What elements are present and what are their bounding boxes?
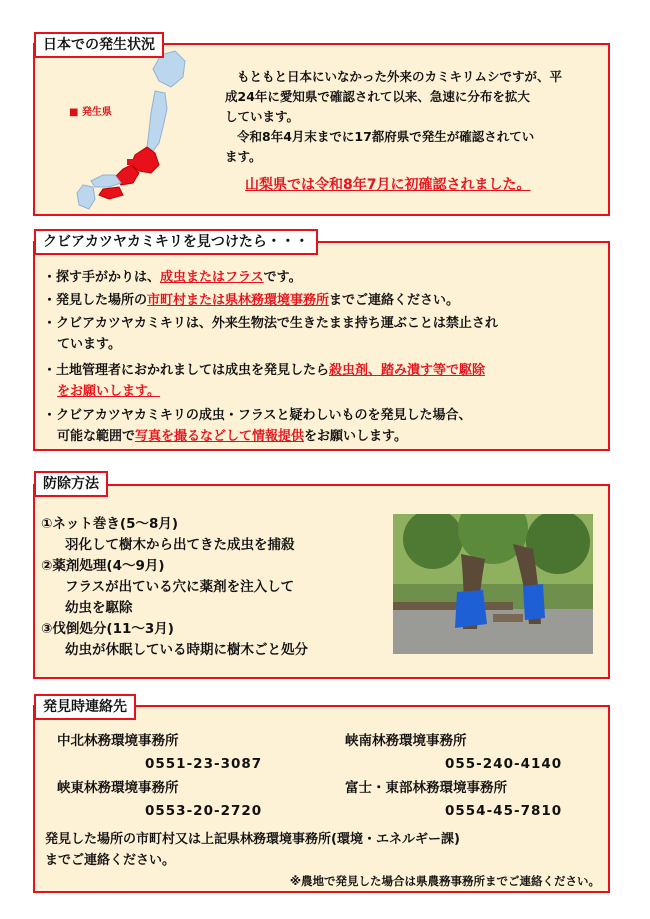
section-heading-control: 防除方法 xyxy=(34,471,108,497)
method-felling: ③伐倒処分(11～3月) 幼虫が休眠している時期に樹木ごと処分 xyxy=(41,621,308,658)
section-heading-occurrence: 日本での発生状況 xyxy=(34,32,164,58)
office-phone: 055-240-4140 xyxy=(445,756,563,772)
bullet-law: ・クビアカツヤカミキリは、外来生物法で生きたまま持ち運ぶことは禁止され ています。 xyxy=(43,316,498,352)
office-phone: 0553-20-2720 xyxy=(145,803,263,819)
yamanashi-highlight: 山梨県では令和8年7月に初確認されました。 xyxy=(245,177,531,193)
section-heading-contacts: 発見時連絡先 xyxy=(34,694,136,720)
method-net: ①ネット巻き(5～8月) 羽化して樹木から出てきた成虫を捕殺 xyxy=(41,516,295,553)
bullet-clue: ・探す手がかりは、成虫またはフラスです。 xyxy=(43,270,302,285)
contacts-footer: 発見した場所の市町村又は上記県林務環境事務所(環境・エネルギー課) までご連絡ください。 xyxy=(45,832,460,868)
office-name: 峡南林務環境事務所 xyxy=(345,733,467,749)
farmland-note: ※農地で発見した場合は県農務事務所までご連絡ください。 xyxy=(289,874,600,888)
net-wrapped-tree-photo xyxy=(393,514,593,654)
bullet-contact: ・発見した場所の市町村または県林務環境事務所までご連絡ください。 xyxy=(43,293,460,308)
japan-map xyxy=(43,47,193,212)
bullet-landowner: ・土地管理者におかれましては成虫を発見したら殺虫剤、踏み潰す等で駆除 xyxy=(43,363,486,378)
occurrence-text: もともと日本にいなかった外来のカミキリムシですが、平 成24年に愛知県で確認されて以来、急速に分布を拡大 しています。 令和8年4月末までに17都府県で発生が確認されてい ます。 xyxy=(225,69,563,164)
if-found-panel xyxy=(33,241,610,451)
map-legend: ■ 発生県 xyxy=(69,107,112,118)
office-name: 峡東林務環境事務所 xyxy=(57,780,179,796)
office-name: 中北林務環境事務所 xyxy=(57,733,179,749)
method-chemical: ②薬剤処理(4～9月) フラスが出ている穴に薬剤を注入して 幼虫を駆除 xyxy=(41,558,295,616)
bullet-report: ・クビアカツヤカミキリの成虫・フラスと疑わしいものを発見した場合、 可能な範囲で写真を撮るなどして情報提供をお願いします。 xyxy=(43,408,472,444)
office-phone: 0554-45-7810 xyxy=(445,803,563,819)
bullet-landowner-cont: をお願いします。 xyxy=(57,384,160,399)
office-name: 富士・東部林務環境事務所 xyxy=(345,780,507,796)
control-panel xyxy=(33,484,610,679)
contacts-panel xyxy=(33,705,610,893)
office-phone: 0551-23-3087 xyxy=(145,756,263,772)
section-heading-if-found: クビアカツヤカミキリを見つけたら・・・ xyxy=(34,229,318,255)
occurrence-panel xyxy=(33,43,610,216)
